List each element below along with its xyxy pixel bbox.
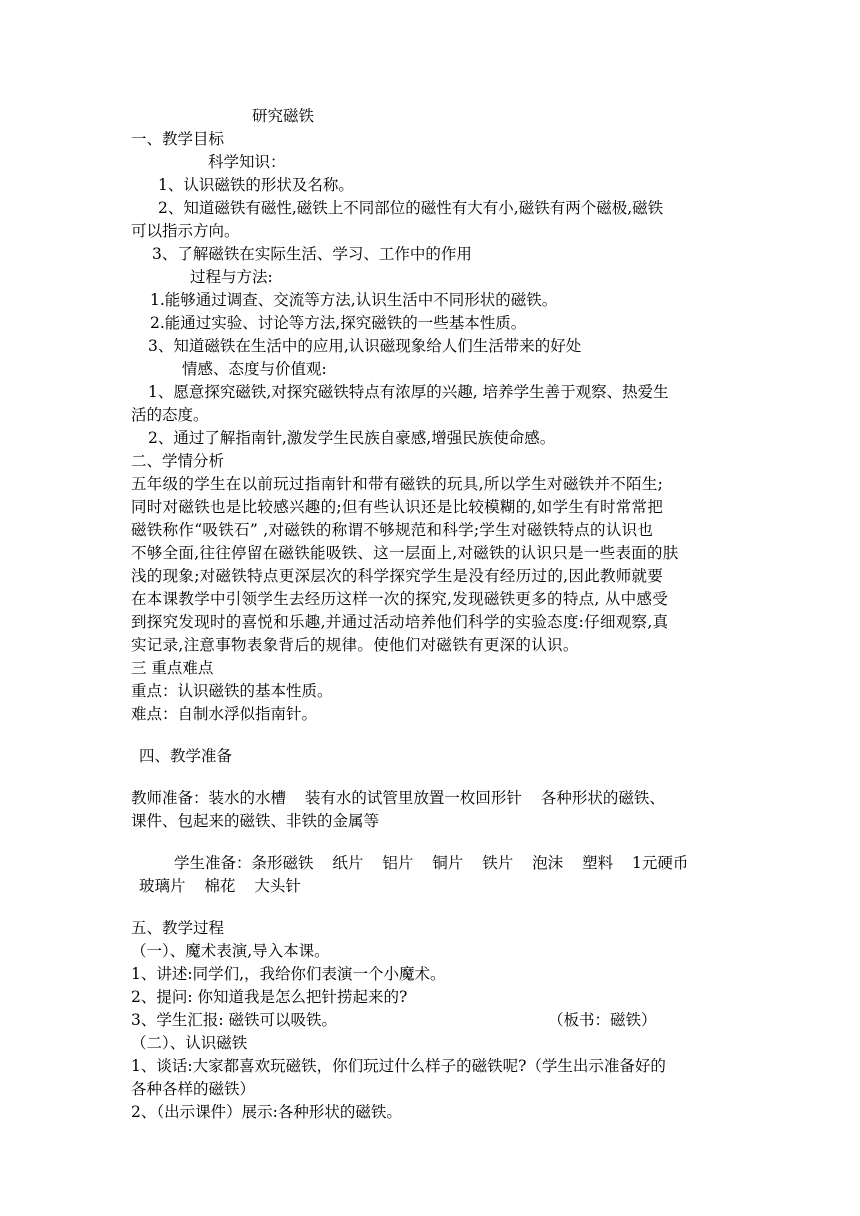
process-item-3: 3、知道磁铁在生活中的应用,认识磁现象给人们生活带来的好处 <box>148 337 582 355</box>
process-step: 2、（出示课件）展示:各种形状的磁铁。 <box>131 1103 402 1121</box>
document-title: 研究磁铁 <box>252 107 315 125</box>
process-step: 1、讲述:同学们,，我给你们表演一个小魔术。 <box>131 965 446 983</box>
process-part-2: （二）、认识磁铁 <box>131 1034 248 1052</box>
emotion-item-1: 1、愿意探究磁铁,对探究磁铁特点有浓厚的兴趣, 培养学生善于观察、热爱生 <box>148 383 669 401</box>
process-item-1: 1.能够通过调查、交流等方法,认识生活中不同形状的磁铁。 <box>150 291 558 309</box>
emotion-item-2: 2、通过了解指南针,激发学生民族自豪感,增强民族使命感。 <box>148 429 556 447</box>
student-preparation-cont: 玻璃片 棉花 大头针 <box>139 877 301 895</box>
process-step: 2、提问: 你知道我是怎么把针捞起来的? <box>131 988 408 1006</box>
teacher-preparation-cont: 课件、包起来的磁铁、非铁的金属等 <box>131 812 380 830</box>
difficulty-line: 难点：自制水浮似指南针。 <box>131 705 318 723</box>
knowledge-item-2-cont: 可以指示方向。 <box>131 222 240 240</box>
section-heading-analysis: 二、学情分析 <box>131 452 225 470</box>
analysis-line: 不够全面,往往停留在磁铁能吸铁、这一层面上,对磁铁的认识只是一些表面的肤 <box>131 544 679 562</box>
process-step-cont: 各种各样的磁铁） <box>131 1080 256 1098</box>
analysis-line: 磁铁称作“吸铁石” ,对磁铁的称谓不够规范和科学;学生对磁铁特点的认识也 <box>131 521 654 539</box>
process-item-2: 2.能通过实验、讨论等方法,探究磁铁的一些基本性质。 <box>150 314 527 332</box>
subheading-process: 过程与方法: <box>190 268 273 286</box>
analysis-line: 浅的现象;对磁铁特点更深层次的科学探究学生是没有经历过的,因此教师就要 <box>131 567 664 585</box>
subheading-knowledge: 科学知识： <box>208 153 286 171</box>
knowledge-item-3: 3、了解磁铁在实际生活、学习、工作中的作用 <box>152 245 472 263</box>
knowledge-item-2: 2、知道磁铁有磁性,磁铁上不同部位的磁性有大有小,磁铁有两个磁极,磁铁 <box>158 199 664 217</box>
analysis-line: 同时对磁铁也是比较感兴趣的;但有些认识还是比较模糊的,如学生有时常常把 <box>131 498 664 516</box>
analysis-line: 五年级的学生在以前玩过指南针和带有磁铁的玩具,所以学生对磁铁并不陌生; <box>131 475 664 493</box>
student-preparation: 学生准备：条形磁铁 纸片 铝片 铜片 铁片 泡沫 塑料 1元硬币 <box>174 854 689 872</box>
process-step: 1、谈话:大家都喜欢玩磁铁，你们玩过什么样子的磁铁呢?（学生出示准备好的 <box>131 1057 666 1075</box>
analysis-line: 实记录,注意事物表象背后的规律。使他们对磁铁有更深的认识。 <box>131 636 579 654</box>
keypoint-line: 重点：认识磁铁的基本性质。 <box>131 682 333 700</box>
subheading-emotion: 情感、态度与价值观: <box>182 360 327 378</box>
section-heading-objectives: 一、教学目标 <box>131 130 225 148</box>
process-part-1: （一）、魔术表演,导入本课。 <box>131 942 330 960</box>
knowledge-item-1: 1、认识磁铁的形状及名称。 <box>158 176 354 194</box>
analysis-line: 到探究发现时的喜悦和乐趣,并通过活动培养他们科学的实验态度:仔细观察,真 <box>131 613 669 631</box>
teacher-preparation: 教师准备：装水的水槽 装有水的试管里放置一枚回形针 各种形状的磁铁、 <box>131 789 665 807</box>
section-heading-preparation: 四、教学准备 <box>139 747 233 765</box>
section-heading-keypoints: 三 重点难点 <box>131 659 214 677</box>
section-heading-process: 五、教学过程 <box>131 919 225 937</box>
emotion-item-1-cont: 活的态度。 <box>131 406 209 424</box>
process-step: 3、学生汇报: 磁铁可以吸铁。 <box>131 1011 338 1029</box>
board-note: （板书：磁铁） <box>548 1011 657 1029</box>
analysis-line: 在本课教学中引领学生去经历这样一次的探究,发现磁铁更多的特点, 从中感受 <box>131 590 669 608</box>
